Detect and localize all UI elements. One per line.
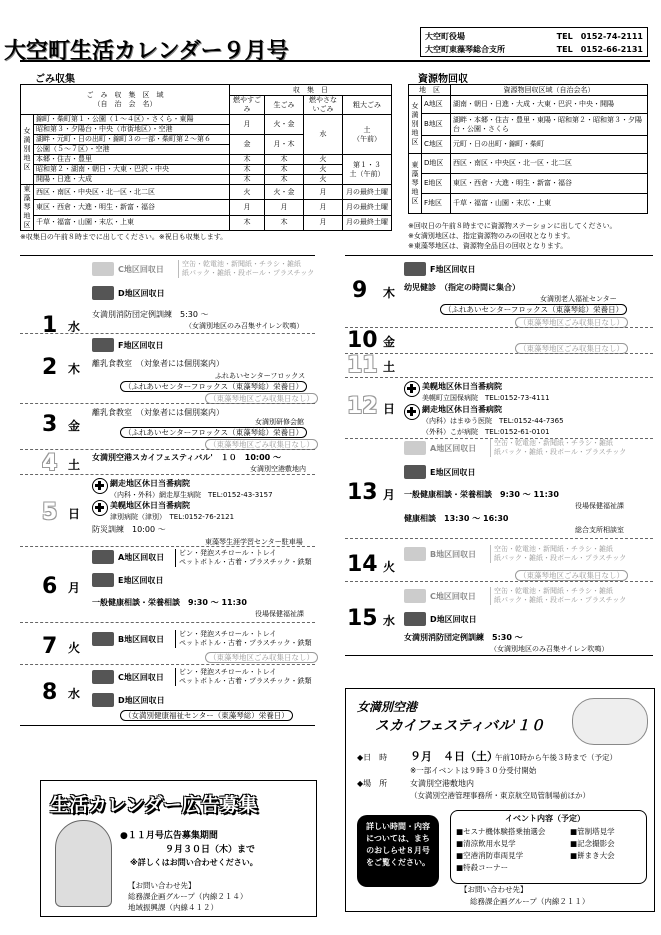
hospital-cross-icon	[92, 478, 108, 494]
collection-label: D地区回収日	[118, 696, 165, 705]
ad-note: ※詳しくはお問い合わせください。	[130, 858, 258, 867]
district-cell: F地区	[422, 194, 451, 214]
event: 一般健康相談・栄養相談 9:30 ～ 11:30	[404, 490, 559, 499]
hospital-detail: 津別病院（津別） TEL:0152-76-2121	[110, 513, 235, 521]
area-cell: 昭和第３・夕陽台・中央（市街地区）・空港	[34, 125, 230, 135]
raw-cell: 木	[265, 215, 304, 230]
hospital-cross-icon	[404, 381, 420, 397]
col-burn: 燃やすごみ	[230, 96, 265, 115]
ad-contact: 地域振興課（内線４１２）	[128, 903, 218, 912]
collection-label: A地区回収日	[118, 553, 165, 562]
event-item: ■特殺コーナー	[456, 863, 509, 872]
truck-icon	[404, 547, 426, 561]
truck-icon	[92, 670, 114, 684]
district-cell: C地区	[422, 136, 451, 154]
district-cell: E地区	[422, 174, 451, 194]
large-cell: 月の最終土曜	[343, 215, 392, 230]
col-district: 地 区	[409, 85, 451, 96]
area-cell: 公園（５～７区）・空港	[34, 145, 230, 155]
nonburn-cell: 水	[304, 115, 343, 155]
large-cell: 土 （午前）	[343, 115, 392, 155]
large-cell: 月の最終土曜	[343, 200, 392, 215]
item-list: 空缶・乾電池・新聞紙・チラシ・雑紙 紙パック・雑紙・段ボール・プラスチック	[490, 439, 626, 457]
collection-label: E地区回収日	[430, 468, 476, 477]
day-number: 11	[347, 353, 378, 378]
event: 防災訓練 10:00 ～	[92, 525, 166, 534]
nonburn-cell: 火	[304, 165, 343, 175]
contact-name: 大空町役場	[425, 32, 465, 41]
district-cell: A地区	[422, 96, 451, 114]
col-detail: 資源物回収区域（自治会名）	[451, 85, 648, 96]
hospital-title: 美幌地区休日当番病院	[422, 382, 502, 391]
detail-cell: 東区・西倉・大進・明生・新富・福谷	[451, 174, 648, 194]
collection-label: C地区回収日	[118, 265, 164, 274]
day-of-week: 水	[383, 614, 396, 628]
nonburn-cell: 月	[304, 200, 343, 215]
recycle-note: ※回収日の午前８時までに資源物ステーションに出してください。	[408, 222, 617, 230]
detail-cell: 元町・日の出町・錦町・柴町	[451, 136, 648, 154]
item-list: 空缶・乾電池・新聞紙・チラシ・雑紙 紙パック・雑紙・段ボール・プラスチック	[490, 545, 626, 563]
day-of-week: 火	[68, 641, 81, 655]
day-of-week: 水	[68, 320, 81, 334]
burn-cell: 火	[230, 185, 265, 200]
raw-cell: 月	[265, 200, 304, 215]
truck-icon	[92, 286, 114, 300]
events-heading: イベント内容（予定）	[505, 814, 585, 823]
divider	[345, 538, 653, 539]
divider	[345, 327, 653, 328]
item-list: ビン・発泡スチロール・トレイ ペットボトル・古着・プラスチック・鉄類	[175, 630, 311, 648]
detail-cell: 湖南・朝日・日進・大成・大東・巴沢・中央・開陽	[451, 96, 648, 114]
divider	[20, 622, 315, 623]
truck-icon	[404, 465, 426, 479]
hospital-cross-icon	[92, 500, 108, 516]
divider	[345, 581, 653, 582]
col-days: 収 集 日	[230, 85, 392, 96]
event-place: 役場保健福祉課	[255, 610, 304, 618]
divider	[345, 255, 653, 256]
hospital-title: 網走地区休日当番病院	[422, 405, 502, 414]
divider	[345, 655, 653, 656]
festival-place-note: （女満別空港管理事務所・東京航空局管制場前ほか）	[410, 791, 590, 800]
day-of-week: 金	[383, 335, 396, 349]
region-label: 女満別地区	[21, 115, 34, 185]
raw-cell: 木	[265, 165, 304, 175]
hospital-detail: （内科）はまゆう医院 TEL:0152-44-7365	[422, 417, 564, 425]
collection-label: D地区回収日	[118, 289, 165, 298]
day-number: 12	[347, 394, 378, 419]
divider	[20, 474, 315, 475]
hospital-cross-icon	[404, 404, 420, 420]
area-cell: 昭和第２・湖南・朝日・大東・巴沢・中央	[34, 165, 230, 175]
festival-date: ９月 ４日（土）	[410, 750, 498, 763]
event: 女満別空港スカイフェスティバル' １０ 10:00 ～	[92, 453, 282, 462]
region-label: 東藻琴地区	[21, 185, 34, 231]
recycle-note: ※東藻琴地区は、資源物全品目の回収となります。	[408, 242, 568, 250]
festival-place: 女満別空港敷地内	[410, 779, 474, 788]
divider	[345, 377, 653, 378]
hospital-detail: （外科）こが病院 TEL:0152-61-0101	[422, 428, 550, 436]
no-collection-note: （東藻琴地区ごみ収集日なし）	[205, 393, 318, 404]
burn-cell: 月	[230, 115, 265, 135]
burn-cell: 木	[230, 165, 265, 175]
collection-label: B地区回収日	[118, 635, 165, 644]
divider	[20, 664, 315, 665]
region-label: 女満別地区	[409, 96, 422, 154]
event: 健康相談 13:30 ～ 16:30	[404, 514, 509, 523]
collection-label: E地区回収日	[118, 576, 164, 585]
day-of-week: 月	[68, 581, 81, 595]
hospital-detail: 美幌町立国保病院 TEL:0152-73-4111	[422, 394, 550, 402]
collection-label: F地区回収日	[430, 265, 476, 274]
event-item: ■記念撮影会	[570, 839, 615, 848]
truck-icon	[404, 589, 426, 603]
burn-cell: 金	[230, 135, 265, 155]
raw-cell: 火・金	[265, 185, 304, 200]
day-of-week: 土	[383, 360, 396, 374]
festival-place-title: 女満別空港	[357, 700, 418, 714]
ad-period-label: ●１１月号広告募集期間	[120, 831, 218, 841]
burn-cell: 木	[230, 215, 265, 230]
header-rule	[20, 60, 650, 62]
garbage-note: ※収集日の午前８時までに出してください。※祝日も収集します。	[20, 233, 228, 241]
day-of-week: 火	[383, 560, 396, 574]
recycle-table	[408, 84, 648, 214]
large-cell: 第１・３ 土（午前）	[343, 155, 392, 185]
collection-label: B地区回収日	[430, 550, 477, 559]
garbage-table	[20, 84, 392, 231]
area-cell: 千草・福富・山園・末広・上東	[34, 215, 230, 230]
truck-icon	[92, 550, 114, 564]
col-large: 粗大ごみ	[343, 96, 392, 115]
burn-cell: 月	[230, 200, 265, 215]
event-note: （女満別健康福祉センター（東藻琴総）栄養日）	[120, 710, 293, 721]
event: 一般健康相談・栄養相談 9:30 ～ 11:30	[92, 598, 247, 607]
collection-label: F地区回収日	[118, 341, 164, 350]
area-cell: 西区・南区・中央区・北一区・北二区	[34, 185, 230, 200]
no-collection-note: （東藻琴地区ごみ収集日なし）	[205, 439, 318, 450]
divider	[20, 546, 315, 547]
day-number: 6	[42, 574, 58, 599]
date-label: ◆日 時	[357, 753, 388, 762]
mascot-illustration	[572, 698, 648, 745]
district-cell: B地区	[422, 114, 451, 136]
burn-cell: 木	[230, 175, 265, 185]
day-of-week: 日	[383, 402, 396, 416]
day-number: 14	[347, 552, 378, 577]
item-list: ビン・発泡スチロール・トレイ ペットボトル・古着・プラスチック・鉄類	[175, 549, 311, 567]
divider	[20, 403, 315, 404]
collection-label: A地区回収日	[430, 444, 477, 453]
truck-icon	[404, 612, 426, 626]
no-collection-note: （東藻琴地区ごみ収集日なし）	[515, 570, 628, 581]
day-number: 3	[42, 412, 58, 437]
day-of-week: 木	[383, 286, 396, 300]
contact-name: 大空町東藻琴総合支所	[425, 45, 505, 54]
collection-label: C地区回収日	[430, 592, 476, 601]
event-place: 女満別研修会館	[255, 418, 304, 426]
area-cell: 東区・西倉・大進・明生・新富・福谷	[34, 200, 230, 215]
item-list: 空缶・乾電池・新聞紙・チラシ・雑紙 紙パック・雑紙・段ボール・プラスチック	[178, 260, 314, 278]
day-number: 4	[42, 451, 58, 476]
day-of-week: 月	[383, 488, 396, 502]
garbage-title: ごみ収集	[35, 74, 75, 85]
region-label: 東藻琴地区	[409, 154, 422, 214]
collection-label: C地区回収日	[118, 673, 164, 682]
item-list: 空缶・乾電池・新聞紙・チラシ・雑紙 紙パック・雑紙・段ボール・プラスチック	[490, 587, 626, 605]
hospital-title: 美幌地区休日当番病院	[110, 501, 190, 510]
day-of-week: 水	[68, 687, 81, 701]
hospital-title: 網走地区休日当番病院	[110, 479, 190, 488]
district-cell: D地区	[422, 154, 451, 174]
truck-icon	[92, 693, 114, 707]
nonburn-cell: 月	[304, 215, 343, 230]
divider	[345, 353, 653, 354]
truck-icon	[92, 262, 114, 276]
day-number: 15	[347, 606, 378, 631]
contact-box	[420, 27, 648, 57]
event-note: （ふれあいセンターフロックス（東藻琴総）栄養日）	[120, 381, 307, 392]
event-item: ■セスナ機体験搭乗抽選会	[456, 827, 546, 836]
place-label: ◆場 所	[357, 779, 388, 788]
col-area: ご み 収 集 区 域 （自 治 会 名）	[21, 85, 230, 115]
truck-icon	[404, 262, 426, 276]
contact-tel: TEL 0152-66-2131	[556, 45, 643, 54]
event-place: ふれあいセンターフロックス	[215, 372, 306, 380]
hospital-detail: （内科・外科）網走厚生病院 TEL:0152-43-3157	[110, 491, 273, 499]
large-cell: 月の最終土曜	[343, 185, 392, 200]
festival-time-note: ※一部イベントは９時３０分受付開始	[410, 766, 537, 775]
burn-cell: 木	[230, 155, 265, 165]
event-place: 女満別老人福祉センター	[540, 295, 617, 303]
truck-icon	[92, 573, 114, 587]
festival-time: 午前10時から午後３時まで（予定）	[495, 753, 618, 762]
event-item: ■空港消防車両見学	[456, 851, 524, 860]
event-item: ■餅まき大会	[570, 851, 615, 860]
day-number: 7	[42, 634, 58, 659]
event-place: 役場保健福祉課	[575, 502, 624, 510]
truck-icon	[92, 338, 114, 352]
divider	[20, 725, 315, 726]
day-number: 2	[42, 355, 58, 380]
day-number: 1	[42, 313, 58, 338]
event: 女満別消防団定例訓練 5:30 ～	[92, 310, 209, 319]
raw-cell: 木	[265, 155, 304, 165]
recycle-note: ※女満別地区は、指定資源物のみの回収となります。	[408, 232, 575, 240]
day-number: 13	[347, 480, 378, 505]
no-collection-note: （東藻琴地区ごみ収集日なし）	[205, 652, 318, 663]
festival-title: スカイフェスティバル'１０	[375, 718, 545, 734]
nonburn-cell: 火	[304, 155, 343, 165]
event: 女満別消防団定例訓練 5:30 ～	[404, 633, 523, 642]
event-note: （ふれあいセンターフロックス（東藻琴総）栄養日）	[120, 427, 307, 438]
col-raw: 生ごみ	[265, 96, 304, 115]
event-place: 総合支所相談室	[575, 526, 624, 534]
event-place: 女満別空港敷地内	[250, 465, 306, 473]
col-nonburn: 燃やさないごみ	[304, 96, 343, 115]
collection-label: D地区回収日	[430, 615, 477, 624]
page-title: 大空町生活カレンダー９月号	[4, 39, 289, 64]
area-cell: 本郷・住吉・豊里	[34, 155, 230, 165]
raw-cell: 木	[265, 175, 304, 185]
divider	[20, 333, 315, 334]
event-place: 東藻琴生涯学習センター駐車場	[205, 538, 303, 546]
detail-cell: 千草・福富・山園・末広・上東	[451, 194, 648, 214]
operator-illustration	[55, 820, 112, 907]
event: 離乳食教室 （対象者には個別案内）	[92, 359, 224, 368]
day-number: 10	[347, 328, 378, 353]
festival-contact-heading: 【お問い合わせ先】	[460, 885, 528, 894]
day-of-week: 金	[68, 419, 81, 433]
divider	[20, 255, 315, 256]
area-cell: 開陽・日進・大成	[34, 175, 230, 185]
event-item: ■清涼飲用水見学	[456, 839, 516, 848]
ad-contact-heading: 【お問い合わせ先】	[128, 881, 196, 890]
truck-icon	[404, 441, 426, 455]
day-number: 9	[352, 278, 368, 303]
nonburn-cell: 火	[304, 175, 343, 185]
nonburn-cell: 月	[304, 185, 343, 200]
festival-contact: 総務課企画グループ（内線２１１）	[470, 897, 590, 906]
day-of-week: 土	[68, 458, 81, 472]
event: 離乳食教室 （対象者には個別案内）	[92, 408, 224, 417]
divider	[20, 449, 315, 450]
event-note: （女満別地区のみ召集サイレン吹鳴）	[185, 322, 304, 330]
ad-title: 生活カレンダー広告募集	[50, 794, 258, 816]
day-of-week: 木	[68, 362, 81, 376]
event-note: （女満別地区のみ召集サイレン吹鳴）	[490, 645, 609, 653]
day-number: 8	[42, 680, 58, 705]
event: 幼児健診 （指定の時間に集合）	[404, 283, 520, 292]
detail-cell: 湖畔・本郷・住吉・豊里・東陽・昭和第２・昭和第３・夕陽台・公園・さくら	[451, 114, 648, 136]
area-cell: 湖畔・元町・日の出町・錦町３の一部・柴町第２～第６	[34, 135, 230, 145]
ad-deadline: ９月３０日（木）まで	[165, 845, 256, 855]
area-cell: 錦町・柴町第１・公園（１～４区）・さくら・東陽	[34, 115, 230, 125]
ad-contact: 総務課企画グループ（内線２１４）	[128, 892, 248, 901]
info-badge: 詳しい時間・内容については、まちのおしらせ８月号をご覧ください。	[357, 815, 439, 887]
item-list: ビン・発泡スチロール・トレイ ペットボトル・古着・プラスチック・鉄類	[175, 668, 311, 686]
day-number: 5	[42, 500, 58, 525]
no-collection-note: （東藻琴地区ごみ収集日なし）	[515, 317, 628, 328]
event-note: （ふれあいセンターフロックス（東藻琴総）栄養日）	[440, 304, 627, 315]
event-item: ■管制塔見学	[570, 827, 615, 836]
day-of-week: 日	[68, 507, 81, 521]
raw-cell: 月・木	[265, 135, 304, 155]
recycle-title: 資源物回収	[418, 74, 468, 85]
truck-icon	[92, 632, 114, 646]
contact-tel: TEL 0152-74-2111	[556, 32, 643, 41]
raw-cell: 火・金	[265, 115, 304, 135]
no-collection-note: （東藻琴地区ごみ収集日なし）	[515, 343, 628, 354]
detail-cell: 西区・南区・中央区・北一区・北二区	[451, 154, 648, 174]
